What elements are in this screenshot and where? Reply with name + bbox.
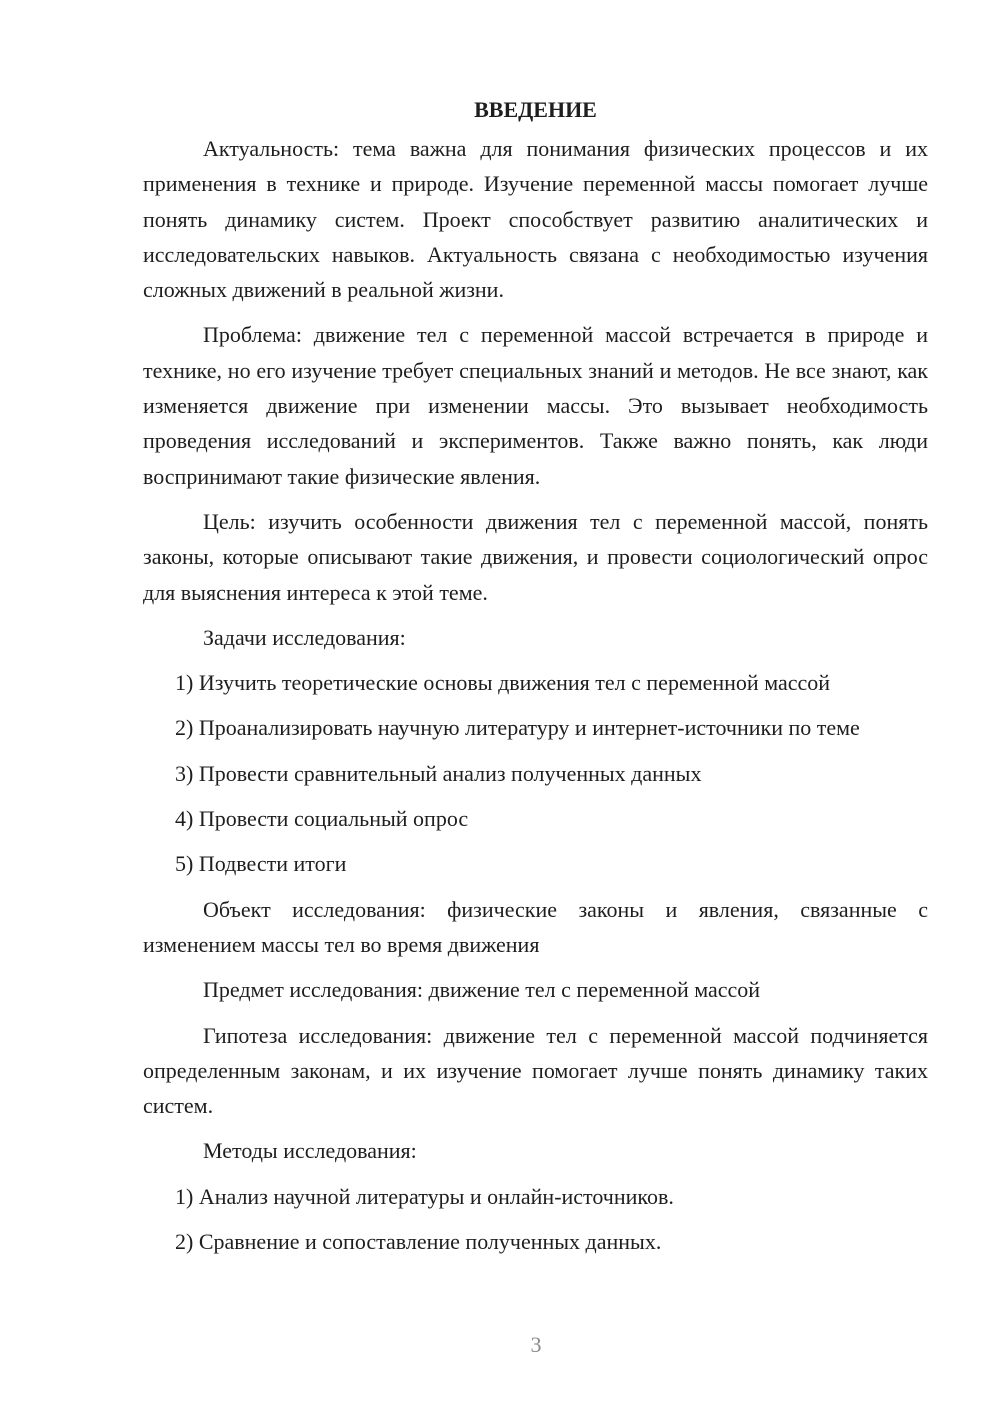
method-item-1: 1) Анализ научной литературы и онлайн-источников. (175, 1183, 674, 1209)
page-number: 3 (530, 1332, 542, 1357)
tasks-heading: Задачи исследования: (203, 624, 406, 650)
goal-paragraph: Цель: изучить особенности движения тел с переменной массой, понять законы, которые описывают такие движения, и провести социологический опрос для выяснения интереса к этой теме. (143, 508, 928, 605)
task-item-1: 1) Изучить теоретические основы движения тел с переменной массой (175, 670, 831, 696)
relevance-paragraph: Актуальность: тема важна для понимания физических процессов и их применения в технике и природе. Изучение переменной массы помогает лучше понять динамику систем. Проект способствует развитию аналитических и исследовательских навыков. Актуальность связана с необходимостью изучения сложных движений в реальной жизни. (143, 136, 928, 303)
methods-heading: Методы исследования: (203, 1138, 417, 1164)
page-content (143, 92, 928, 1269)
object-paragraph: Объект исследования: физические законы и явления, связанные с изменением массы тел во время движения (143, 896, 928, 957)
section-title: ВВЕДЕНИЕ (474, 97, 597, 122)
problem-paragraph: Проблема: движение тел с переменной массой встречается в природе и технике, но его изучение требует специальных знаний и методов. Не все знают, как изменяется движение при изменении массы. Это вызывает необходимость проведения исследований и экспериментов. Также важно понять, как люди воспринимают такие физические явления. (143, 322, 928, 489)
hypothesis-paragraph: Гипотеза исследования: движение тел с переменной массой подчиняется определенным законам, и их изучение помогает лучше понять динамику таких систем. (143, 1022, 928, 1119)
task-item-2: 2) Проанализировать научную литературу и интернет-источники по теме (175, 715, 860, 741)
task-item-3: 3) Провести сравнительный анализ полученных данных (175, 760, 702, 786)
subject-paragraph: Предмет исследования: движение тел с переменной массой (203, 977, 761, 1003)
task-item-5: 5) Подвести итоги (175, 851, 347, 877)
task-item-4: 4) Провести социальный опрос (175, 806, 469, 832)
method-item-2: 2) Сравнение и сопоставление полученных данных. (175, 1229, 662, 1255)
